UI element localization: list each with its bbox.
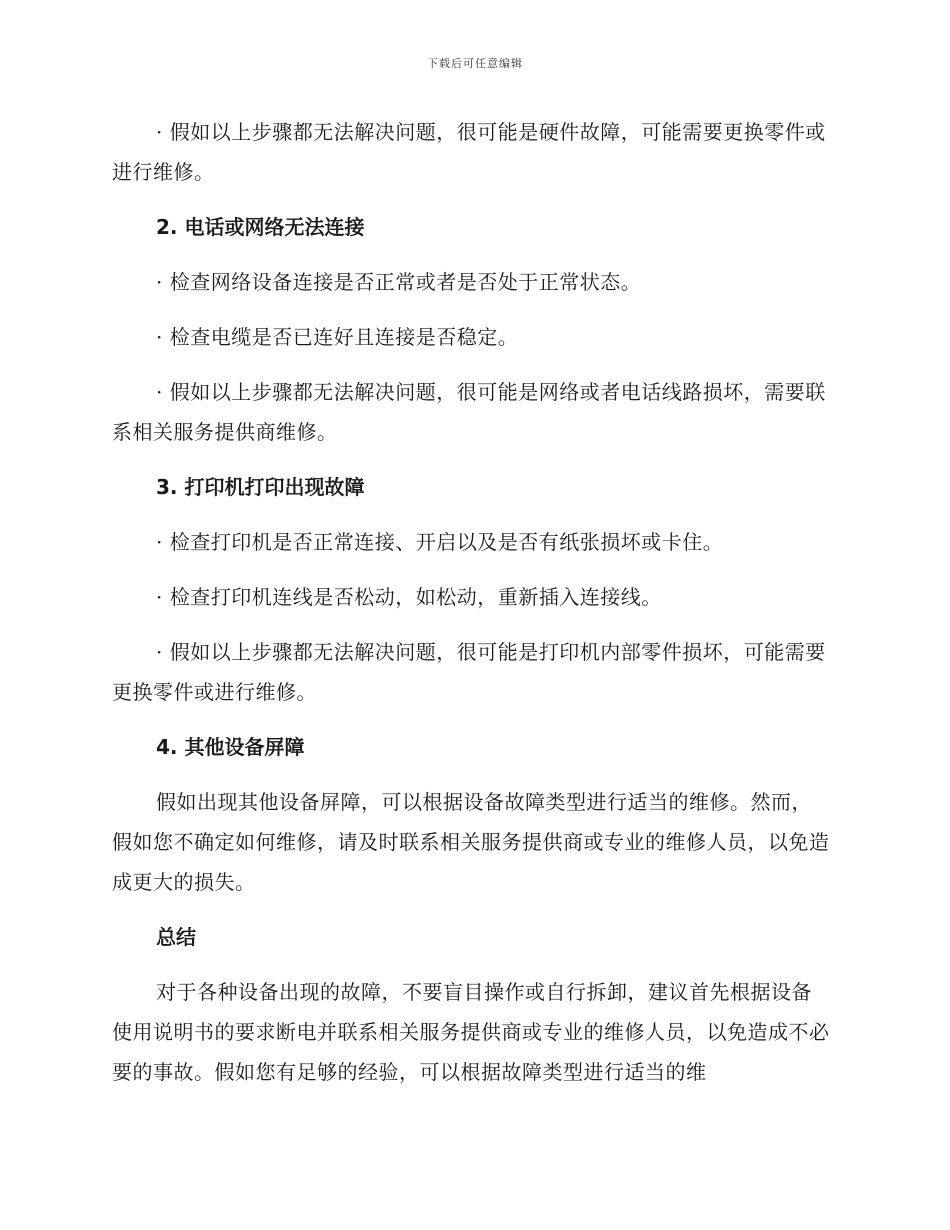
bullet-check-cable: · 检查电缆是否已连好且连接是否稳定。 [156,325,519,349]
bullet-line-damage: · 假如以上步骤都无法解决问题，很可能是网络或者电话线路损坏，需要联系相关服务提供商维修。 [112,380,826,444]
bullet-printer-parts: · 假如以上步骤都无法解决问题，很可能是打印机内部零件损坏，可能需要更换零件或进行维修。 [112,640,826,704]
heading-other-devices: 4. 其他设备屏障 [156,735,305,759]
bullet-hardware-fault: · 假如以上步骤都无法解决问题，很可能是硬件故障，可能需要更换零件或进行维修。 [112,120,826,184]
document-body [112,112,832,1092]
paragraph-summary: 对于各种设备出现的故障，不要盲目操作或自行拆卸，建议首先根据设备使用说明书的要求断电并联系相关服务提供商或专业的维修人员，以免造成不必要的事故。假如您有足够的经验，可以根据故障类型进行适当的维 [112,980,830,1084]
bullet-check-network-device: · 检查网络设备连接是否正常或者是否处于正常状态。 [156,270,642,294]
heading-summary: 总结 [156,925,196,949]
bullet-check-printer: · 检查打印机是否正常连接、开启以及是否有纸张损坏或卡住。 [156,530,724,554]
bullet-check-printer-cable: · 检查打印机连线是否松动，如松动，重新插入连接线。 [156,585,662,609]
paragraph-other-devices: 假如出现其他设备屏障，可以根据设备故障类型进行适当的维修。然而，假如您不确定如何维修，请及时联系相关服务提供商或专业的维修人员，以免造成更大的损失。 [112,790,830,894]
heading-printer-failure: 3. 打印机打印出现故障 [156,475,365,499]
heading-network-failure: 2. 电话或网络无法连接 [156,215,365,239]
page-header: 下载后可任意编辑 [427,57,523,70]
